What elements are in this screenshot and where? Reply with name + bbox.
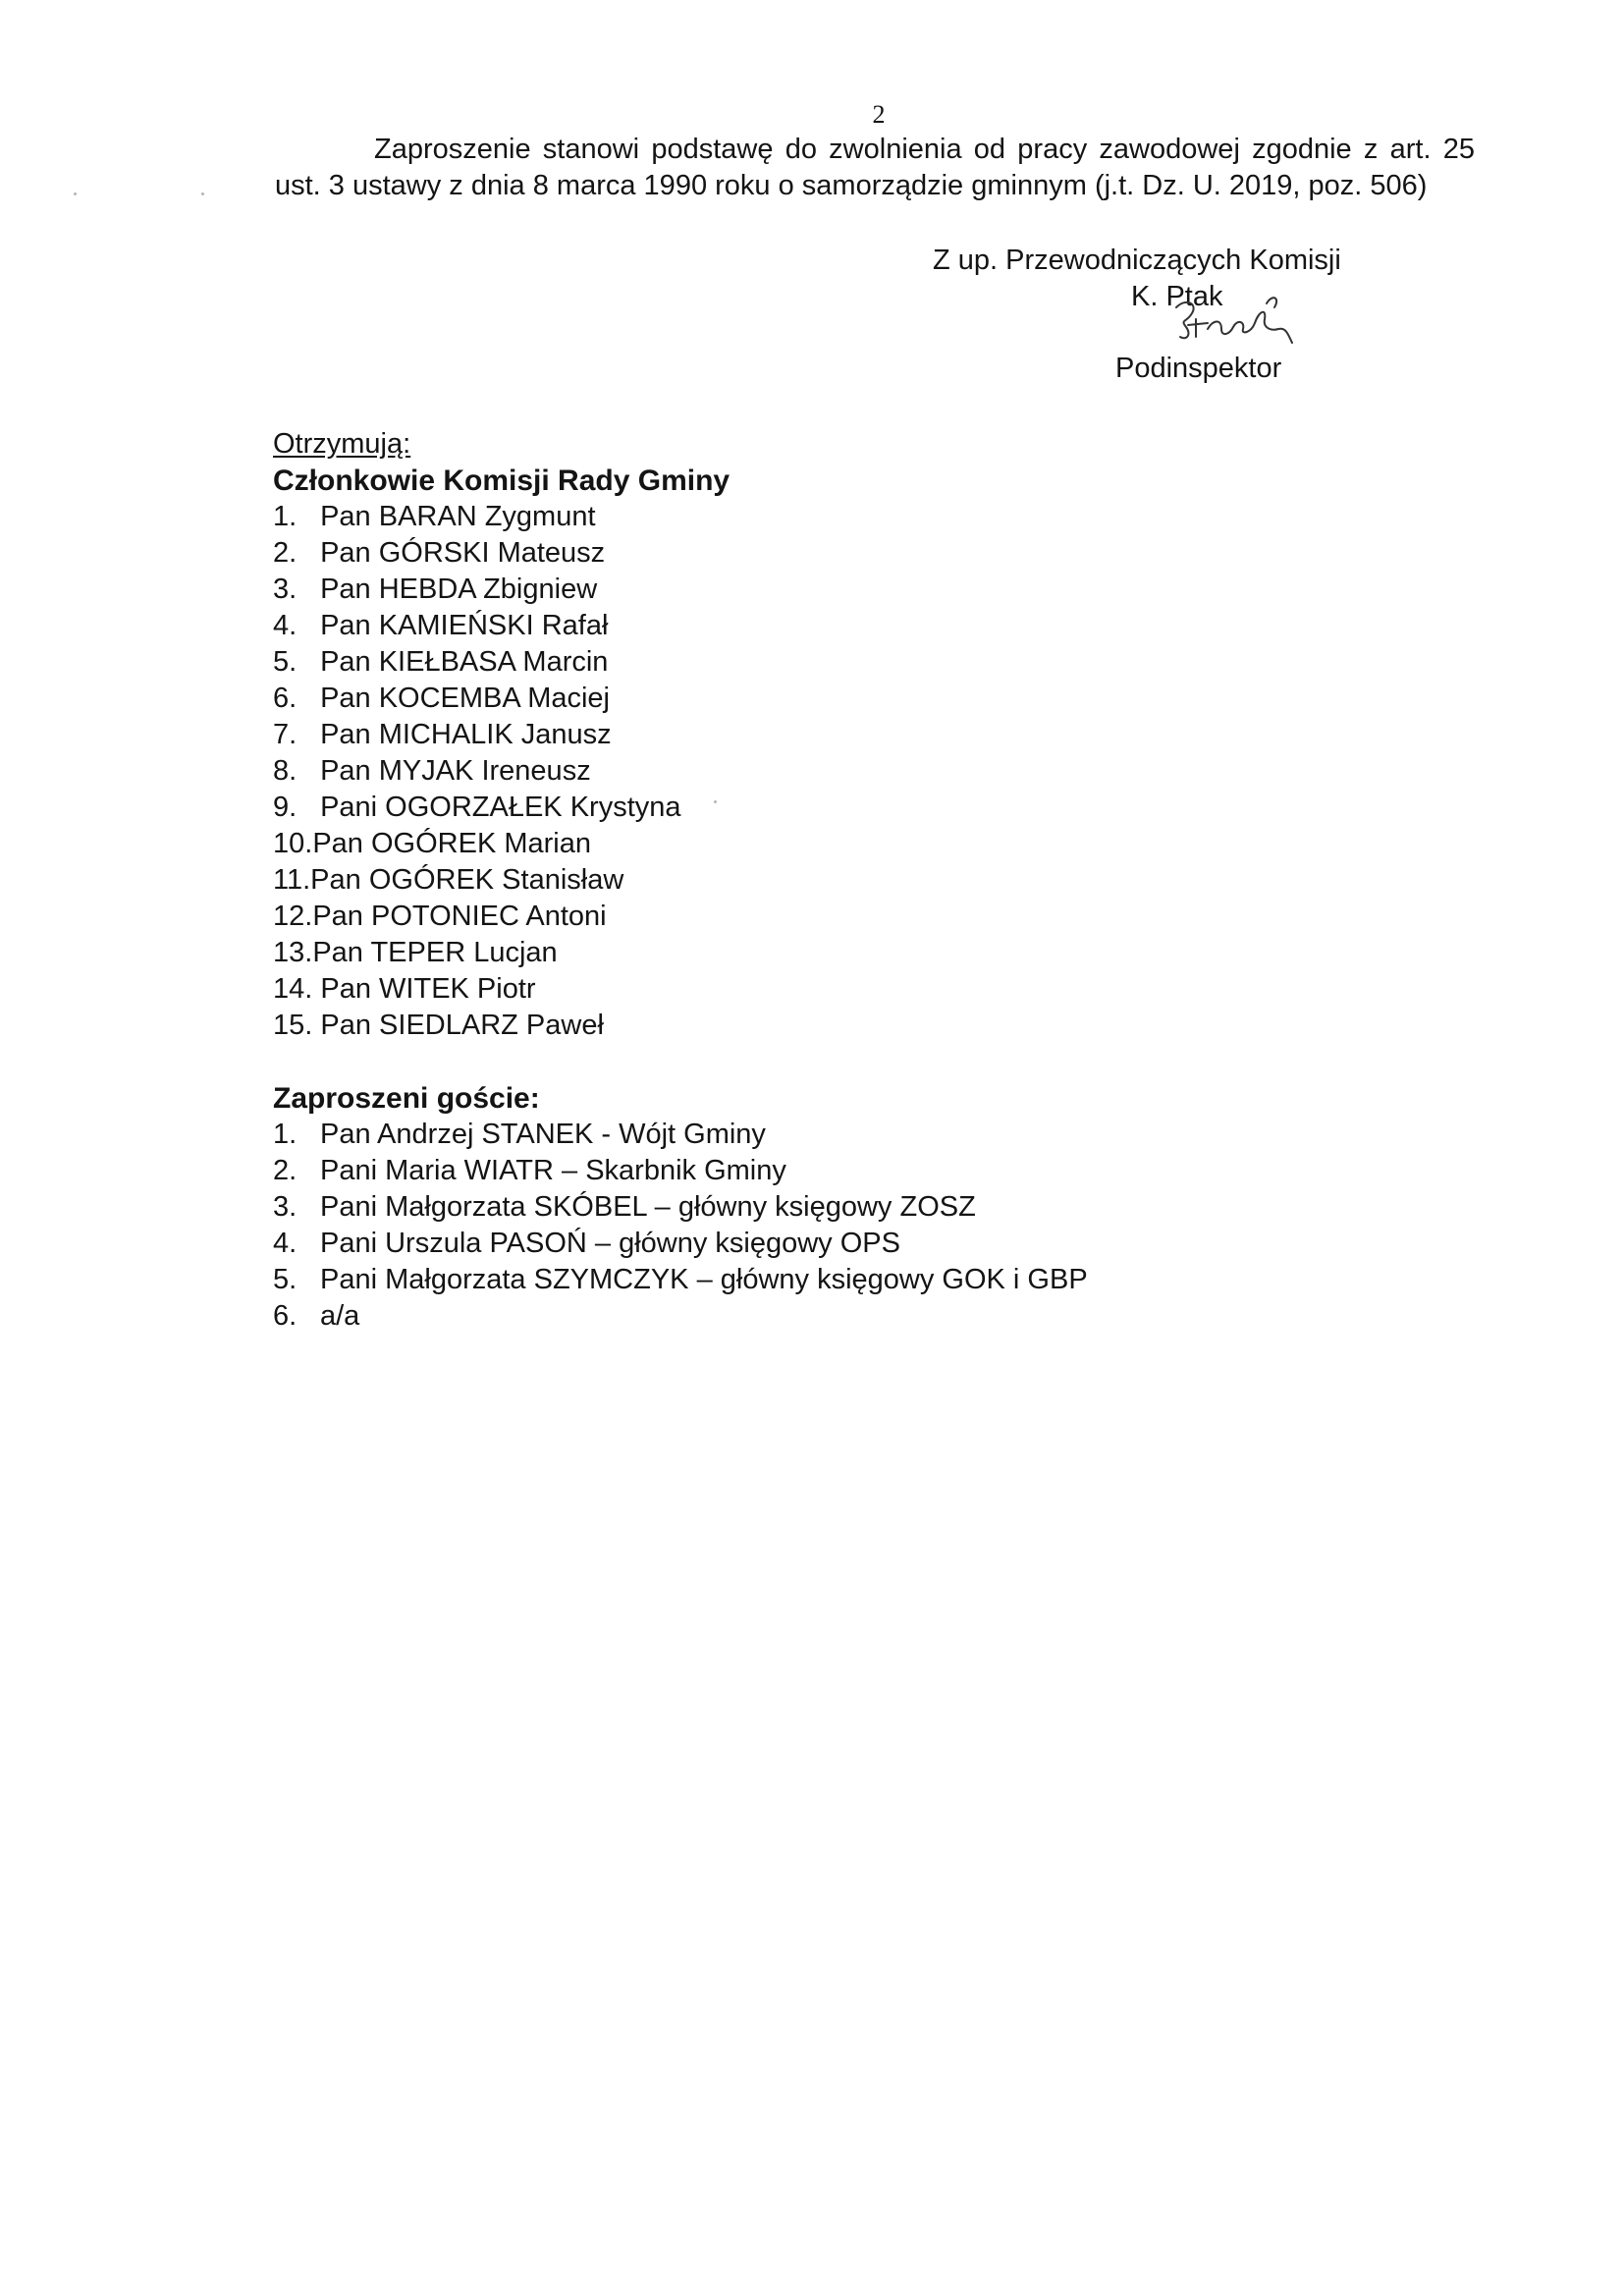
- scan-speck: [201, 192, 204, 195]
- list-item: 12.Pan POTONIEC Antoni: [273, 901, 607, 932]
- members-list: [273, 499, 1255, 1044]
- intro-paragraph: Zaproszenie stanowi podstawę do zwolnienia od pracy zawodowej zgodnie z art. 25 ust. 3 ustawy z dnia 8 marca 1990 roku o samorządzie gminnym (j.t. Dz. U. 2019, poz. 506): [275, 134, 1475, 201]
- list-item: 5. Pan KIEŁBASA Marcin: [273, 646, 609, 678]
- list-item: 2. Pan GÓRSKI Mateusz: [273, 537, 606, 569]
- list-item: 8. Pan MYJAK Ireneusz: [273, 755, 591, 787]
- scan-speck: [74, 192, 77, 195]
- handwritten-signature: [1157, 290, 1314, 358]
- list-item: 11.Pan OGÓREK Stanisław: [273, 864, 624, 896]
- list-item: 3. Pani Małgorzata SKÓBEL – główny księgowy ZOSZ: [273, 1191, 976, 1223]
- signature-role: Z up. Przewodniczących Komisji: [933, 245, 1341, 276]
- list-item: 2. Pani Maria WIATR – Skarbnik Gminy: [273, 1155, 786, 1186]
- guests-section: [273, 1080, 1255, 1335]
- list-item: 4. Pan KAMIEŃSKI Rafał: [273, 610, 609, 641]
- members-heading: Członkowie Komisji Rady Gminy: [273, 465, 730, 497]
- signature-title: Podinspektor: [1115, 353, 1282, 384]
- scan-speck: [714, 800, 717, 803]
- list-item: 3. Pan HEBDA Zbigniew: [273, 574, 598, 605]
- recipients-label: Otrzymują:: [273, 428, 411, 460]
- guests-heading: Zaproszeni goście:: [273, 1082, 540, 1115]
- list-item: 1. Pan Andrzej STANEK - Wójt Gminy: [273, 1119, 766, 1150]
- list-item: 6. a/a: [273, 1300, 360, 1332]
- guests-list: [273, 1117, 1255, 1335]
- signature-name: K. Ptak: [1131, 281, 1223, 312]
- list-item: 14. Pan WITEK Piotr: [273, 973, 536, 1005]
- list-item: 15. Pan SIEDLARZ Paweł: [273, 1010, 604, 1041]
- list-item: 10.Pan OGÓREK Marian: [273, 828, 591, 859]
- list-item: 4. Pani Urszula PASOŃ – główny księgowy OPS: [273, 1228, 900, 1259]
- signature-block: [933, 243, 1365, 384]
- list-item: 13.Pan TEPER Lucjan: [273, 937, 558, 968]
- list-item: 9. Pani OGORZAŁEK Krystyna: [273, 792, 681, 823]
- list-item: 7. Pan MICHALIK Janusz: [273, 719, 612, 750]
- list-item: 5. Pani Małgorzata SZYMCZYK – główny księgowy GOK i GBP: [273, 1264, 1088, 1295]
- page-number: 2: [872, 100, 886, 129]
- recipients-section: [273, 426, 1255, 1335]
- list-item: 6. Pan KOCEMBA Maciej: [273, 683, 611, 714]
- list-item: 1. Pan BARAN Zygmunt: [273, 501, 596, 532]
